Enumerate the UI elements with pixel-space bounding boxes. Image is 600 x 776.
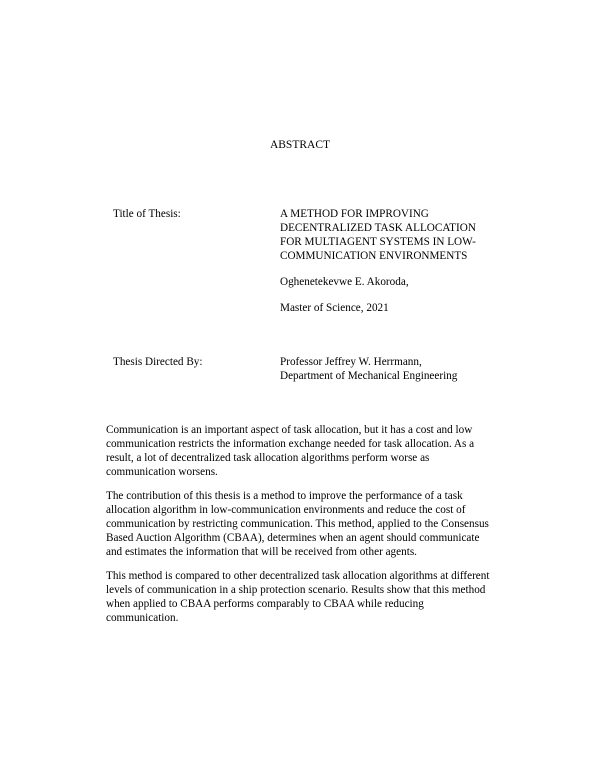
- thesis-title-line: FOR MULTIAGENT SYSTEMS IN LOW-: [280, 236, 476, 248]
- paragraph-line: result, a lot of decentralized task allocation algorithms perform worse as: [106, 452, 430, 464]
- paragraph-line: and estimates the information that will be received from other agents.: [106, 546, 417, 558]
- abstract-paragraph-2: [106, 489, 506, 559]
- director-line: Department of Mechanical Engineering: [280, 370, 458, 382]
- thesis-director: [280, 355, 530, 383]
- paragraph-line: communication worsens.: [106, 466, 218, 478]
- paragraph-line: allocation algorithm in low-communication environments and reduce the cost of: [106, 504, 466, 516]
- abstract-heading: ABSTRACT: [269, 139, 331, 151]
- paragraph-line: This method is compared to other decentralized task allocation algorithms at different: [106, 570, 490, 582]
- paragraph-line: when applied to CBAA performs comparably to CBAA while reducing: [106, 598, 424, 610]
- paragraph-line: communication by restricting communication. This method, applied to the Consensus: [106, 518, 489, 530]
- degree-year: Master of Science, 2021: [280, 302, 389, 314]
- paragraph-line: Communication is an important aspect of task allocation, but it has a cost and low: [106, 424, 473, 436]
- abstract-paragraph-3: [106, 569, 506, 625]
- thesis-title-line: DECENTRALIZED TASK ALLOCATION: [280, 222, 476, 234]
- paragraph-line: Based Auction Algorithm (CBAA), determines when an agent should communicate: [106, 532, 480, 544]
- paragraph-line: communication.: [106, 612, 179, 624]
- thesis-title-line: COMMUNICATION ENVIRONMENTS: [280, 250, 468, 262]
- abstract-paragraph-1: [106, 423, 506, 479]
- title-of-thesis-label: Title of Thesis:: [113, 208, 181, 220]
- thesis-title: [280, 207, 530, 263]
- author-name: Oghenetekevwe E. Akoroda,: [280, 276, 409, 288]
- thesis-directed-by-label: Thesis Directed By:: [113, 356, 203, 368]
- paragraph-line: communication restricts the information exchange needed for task allocation. As a: [106, 438, 475, 450]
- thesis-title-line: A METHOD FOR IMPROVING: [280, 208, 429, 220]
- paragraph-line: The contribution of this thesis is a method to improve the performance of a task: [106, 490, 463, 502]
- paragraph-line: levels of communication in a ship protection scenario. Results show that this method: [106, 584, 486, 596]
- director-line: Professor Jeffrey W. Herrmann,: [280, 356, 422, 368]
